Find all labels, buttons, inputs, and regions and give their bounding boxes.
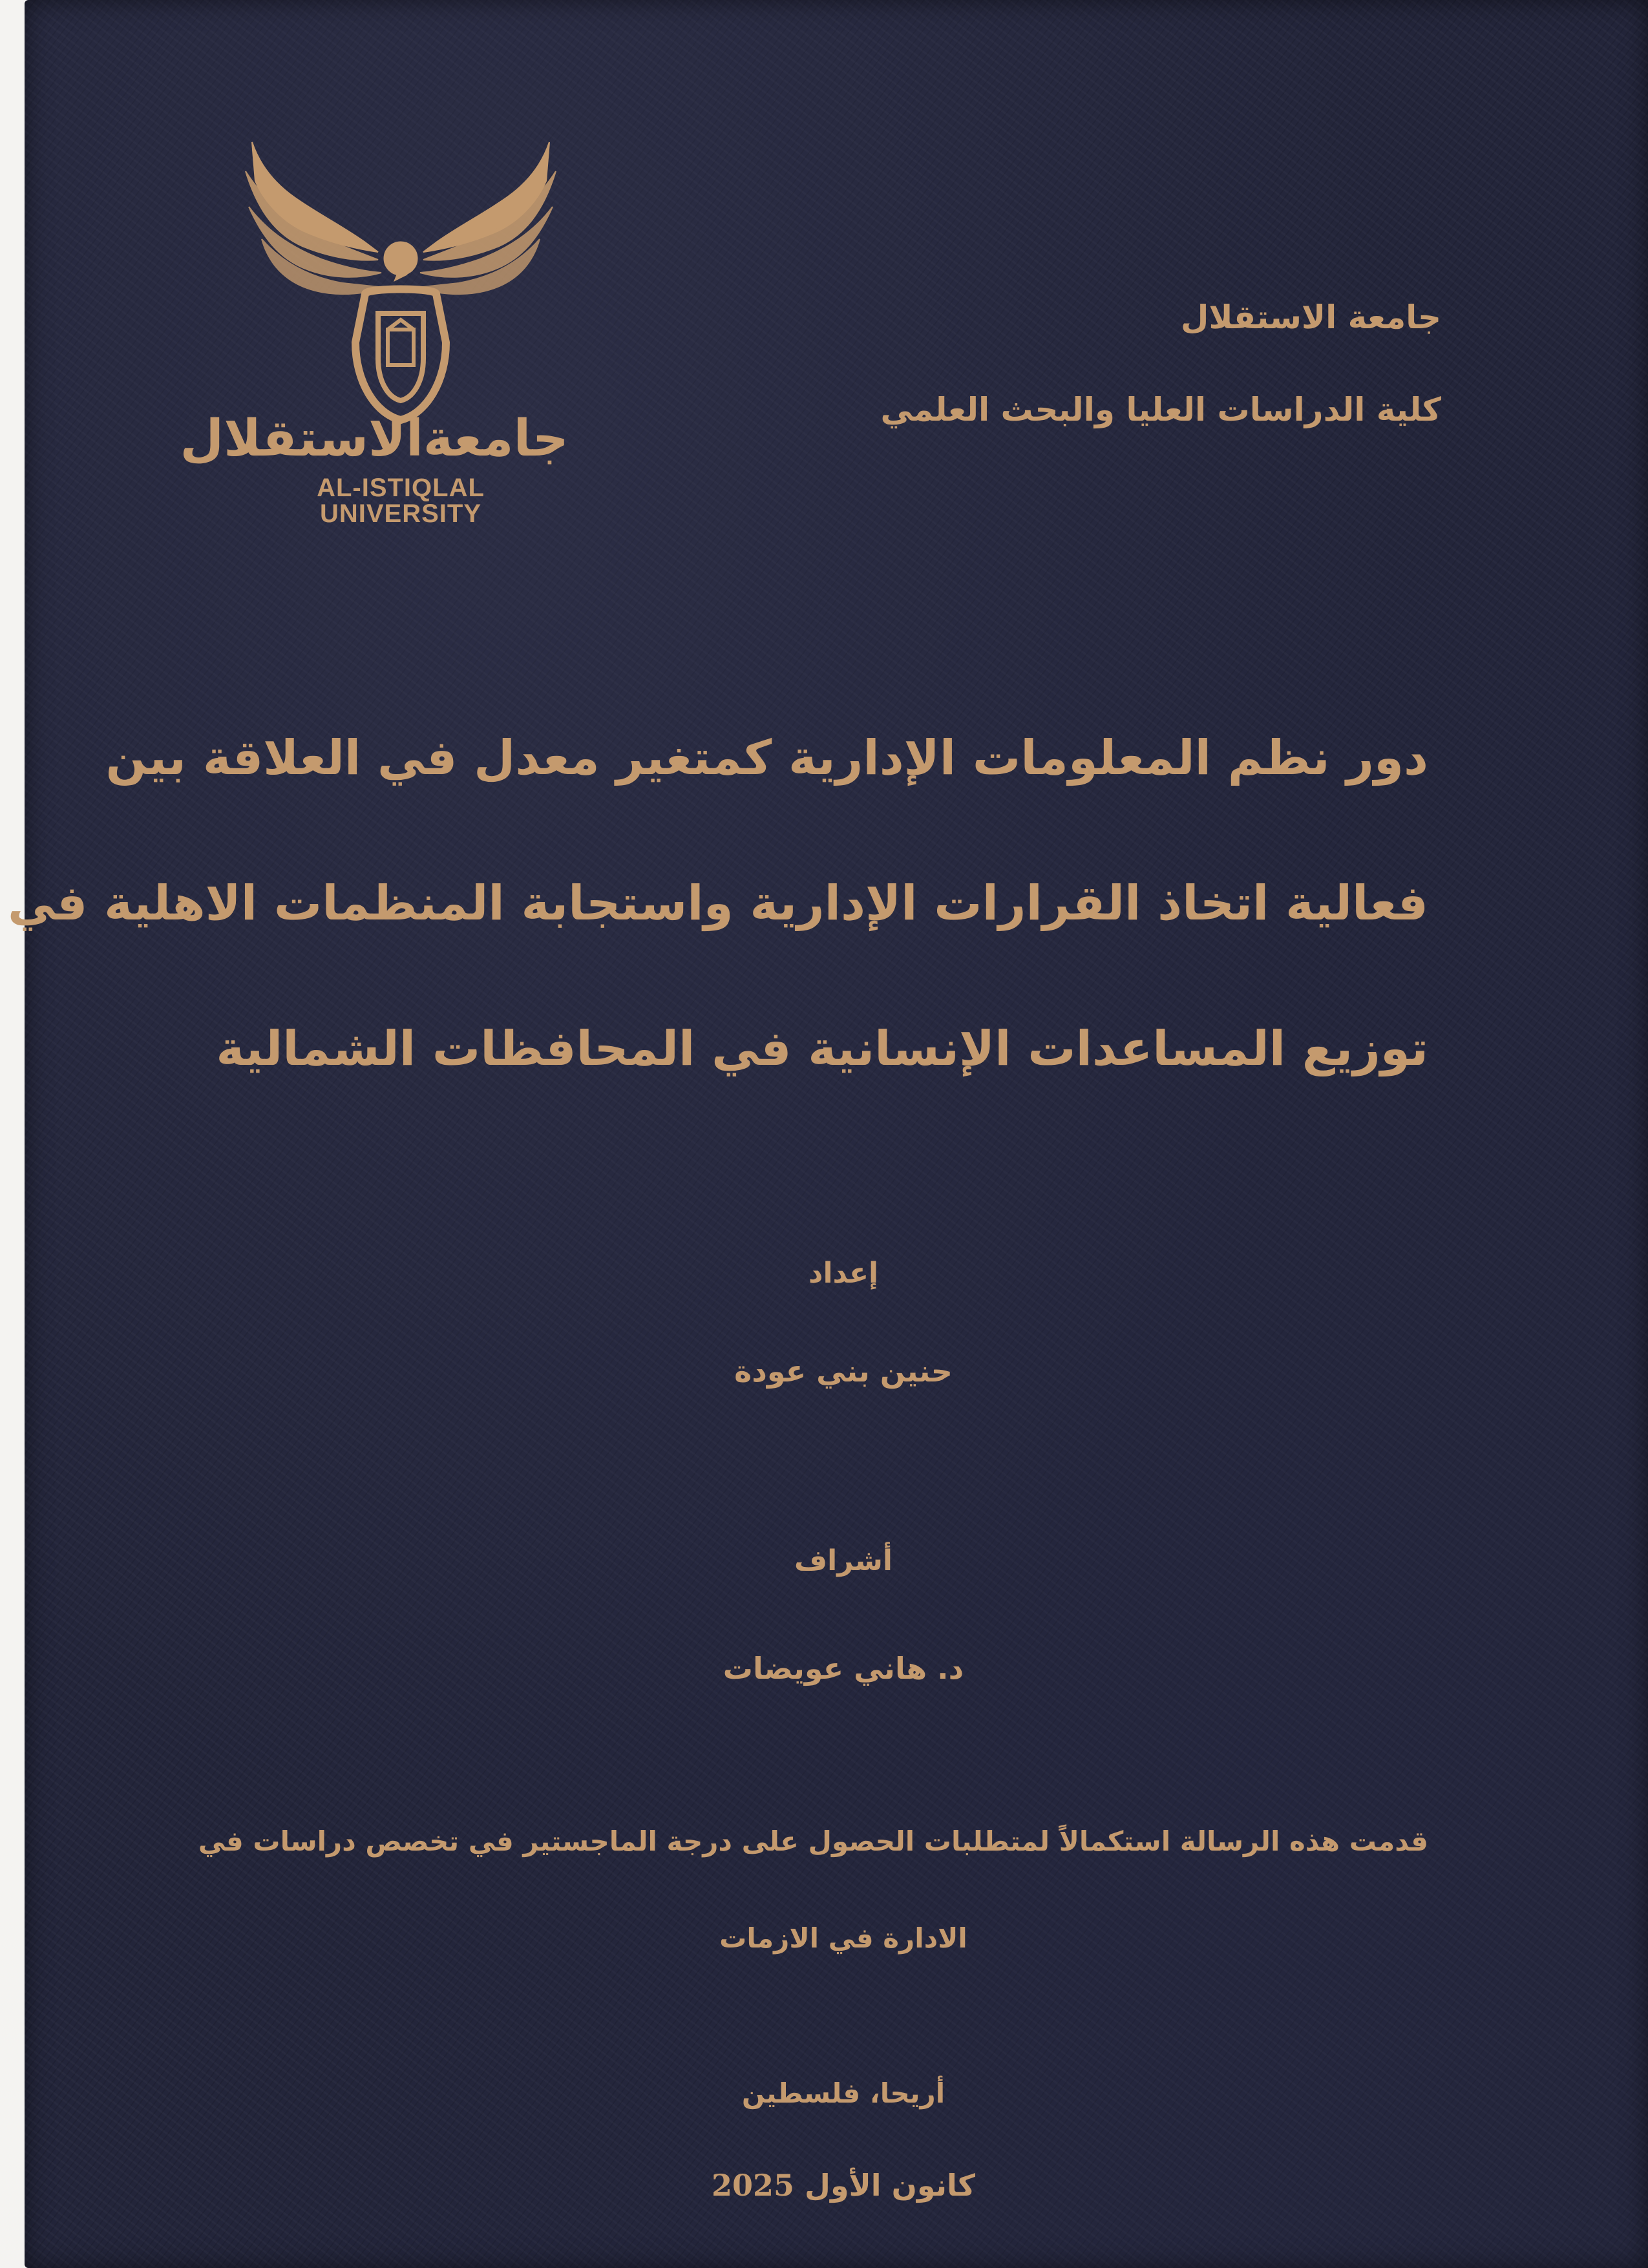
date-month: كانون الأول: [805, 2168, 975, 2203]
thesis-title-line-3: توزيع المساعدات الإنسانية في المحافظات الشمالية: [216, 1021, 1428, 1076]
logo-arabic-wordmark: جامعةالاستقلال: [180, 410, 569, 468]
college-name: كلية الدراسات العليا والبحث العلمي: [880, 391, 1441, 428]
thesis-title-line-2: فعالية اتخاذ القرارات الإدارية واستجابة المنظمات الاهلية في: [8, 876, 1428, 931]
author-name: حنين بني عودة: [734, 1354, 953, 1389]
thesis-title-line-1: دور نظم المعلومات الإدارية كمتغير معدل في العلاقة بين: [105, 730, 1428, 786]
prepared-by-label: إعداد: [808, 1257, 879, 1290]
submission-statement-line-2: الادارة في الازمات: [719, 1922, 967, 1954]
date-year: 2025: [712, 2168, 795, 2203]
university-name: جامعة الاستقلال: [1180, 299, 1441, 336]
submission-statement-line-1: قدمت هذه الرسالة استكمالاً لمتطلبات الحصول على درجة الماجستير في تخصص دراسات في: [198, 1825, 1428, 1857]
submission-date: [259, 2168, 1428, 2203]
logo-english-wordmark: AL-ISTIQLAL UNIVERSITY: [317, 474, 485, 528]
supervision-label: أشراف: [794, 1544, 893, 1577]
place: أريحا، فلسطين: [741, 2077, 945, 2109]
supervisor-name: د. هاني عويضات: [723, 1651, 964, 1686]
